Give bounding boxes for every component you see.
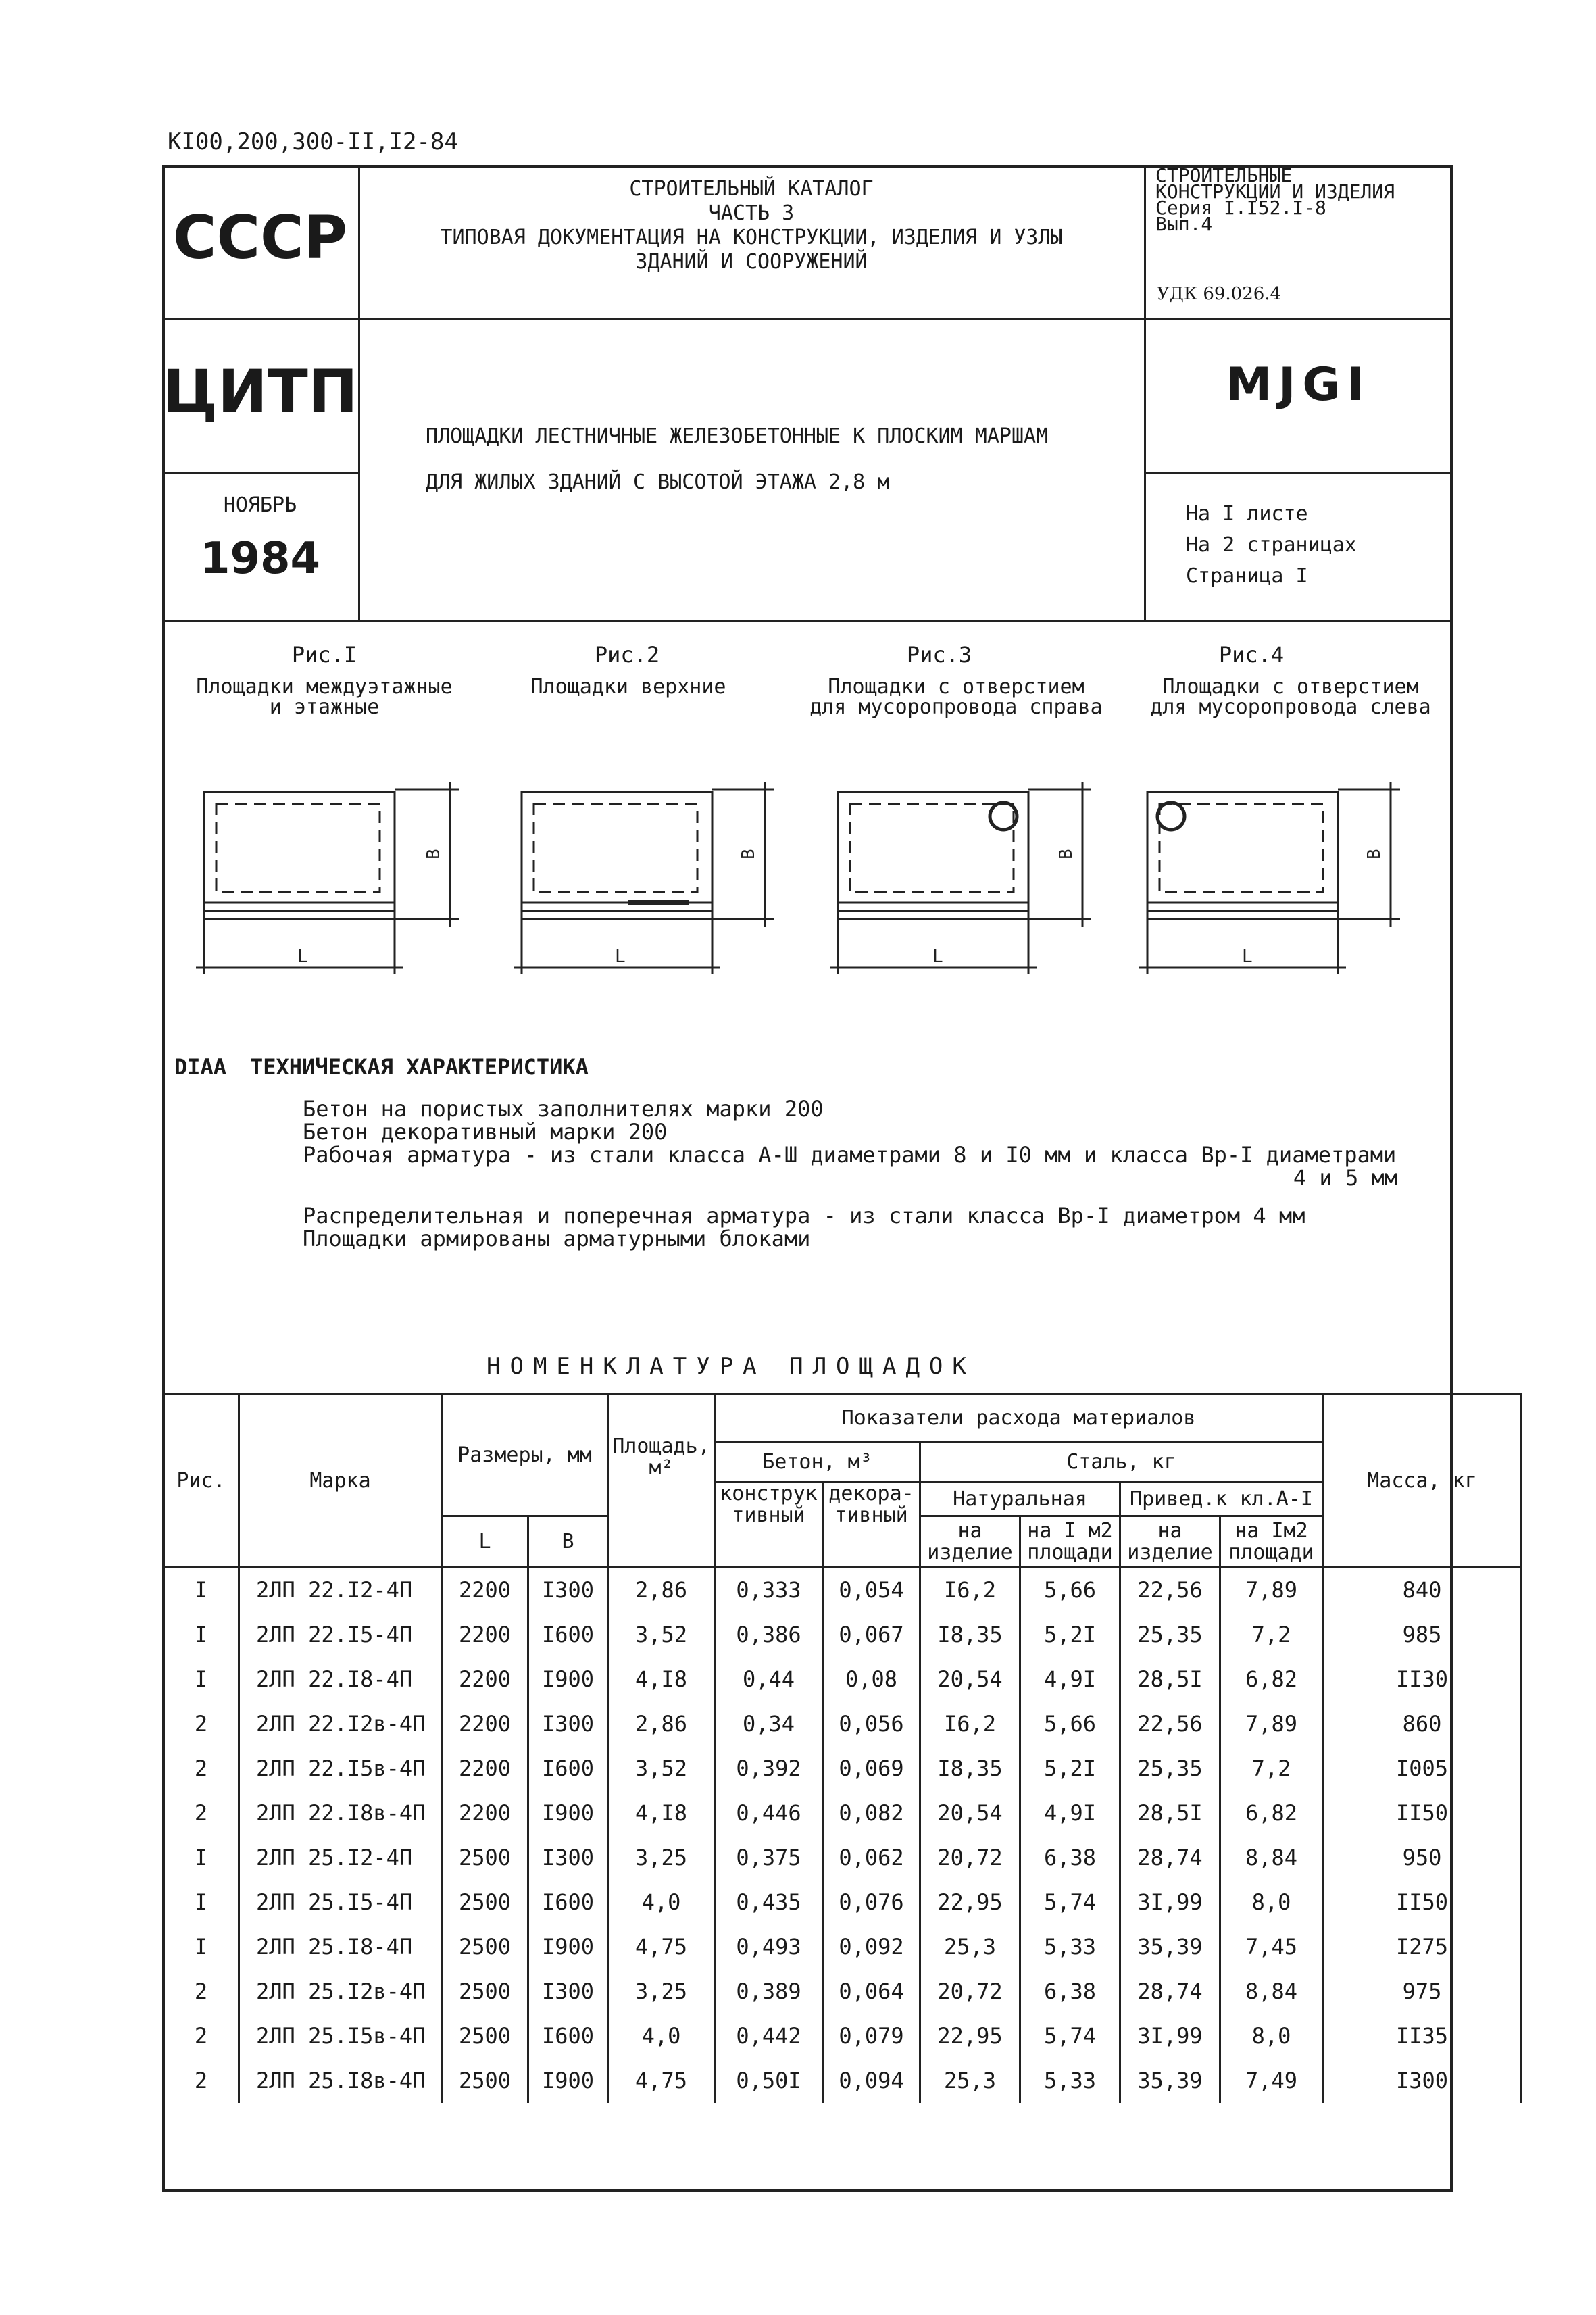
dim-l-4: L: [1242, 947, 1253, 967]
cell-reduced-m2: 8,0: [1220, 1880, 1323, 1924]
cell-l: 2200: [442, 1612, 528, 1657]
cell-decorative: 0,067: [823, 1612, 920, 1657]
cell-fig: 2: [164, 1701, 239, 1746]
cell-natural-item: 20,54: [920, 1791, 1020, 1835]
cell-reduced-item: 22,56: [1120, 1701, 1220, 1746]
cell-reduced-m2: 7,45: [1220, 1924, 1323, 1969]
sheet-info: [1186, 499, 1357, 592]
figure-1-caption: [169, 677, 480, 718]
catalog-line: ТИПОВАЯ ДОКУМЕНТАЦИЯ НА КОНСТРУКЦИИ, ИЗДЕЛИЯ И УЗЛЫ: [440, 226, 1063, 249]
sheet-count: На I листе: [1186, 502, 1308, 526]
dim-b-2: В: [739, 849, 759, 860]
header-per-item-reduced: на изделие: [1120, 1516, 1220, 1568]
caption-line: Площадки верхние: [530, 675, 726, 699]
table-row: [164, 1701, 1522, 1746]
cell-reduced-m2: 8,0: [1220, 2014, 1323, 2058]
cell-area: 4,75: [608, 2058, 715, 2103]
cell-mark: 2ЛП 22.I8в-4П: [239, 1791, 442, 1835]
cell-reduced-m2: 7,49: [1220, 2058, 1323, 2103]
cell-mark: 2ЛП 22.I8-4П: [239, 1657, 442, 1701]
cell-mark: 2ЛП 22.I2-4П: [239, 1568, 442, 1612]
series-line: Серия I.I52.I-8: [1155, 197, 1326, 219]
dim-l-2: L: [615, 947, 626, 967]
cell-reduced-m2: 7,2: [1220, 1612, 1323, 1657]
tech-line: Распределительная и поперечная арматура - из стали класса Вр-I диаметром 4 мм: [303, 1203, 1305, 1228]
cell-area: 2,86: [608, 1568, 715, 1612]
date-month: НОЯБРЬ: [223, 493, 297, 517]
cell-reduced-item: 22,56: [1120, 1568, 1220, 1612]
cell-mass: 840: [1323, 1568, 1522, 1612]
figures-drawing: [162, 757, 1453, 987]
cell-reduced-item: 3I,99: [1120, 2014, 1220, 2058]
series-block: [1155, 164, 1446, 235]
cell-constructive: 0,389: [715, 1969, 823, 2014]
table-row: [164, 1880, 1522, 1924]
caption-line: для мусоропровода справа: [809, 695, 1103, 719]
cell-reduced-item: 28,74: [1120, 1835, 1220, 1880]
cell-b: I600: [528, 1612, 608, 1657]
cell-natural-item: 25,3: [920, 2058, 1020, 2103]
cell-mass: 975: [1323, 1969, 1522, 2014]
cell-fig: 2: [164, 1791, 239, 1835]
cell-reduced-m2: 6,82: [1220, 1657, 1323, 1701]
figure-1-title: Рис.I: [291, 642, 357, 668]
cell-mark: 2ЛП 22.I2в-4П: [239, 1701, 442, 1746]
figure-2-plan: [514, 782, 774, 974]
cell-constructive: 0,446: [715, 1791, 823, 1835]
date-year: 1984: [199, 534, 321, 584]
cell-fig: I: [164, 1924, 239, 1969]
table-row: [164, 1612, 1522, 1657]
document-code: КI00,200,300-II,I2-84: [168, 128, 458, 155]
table-row: [164, 2058, 1522, 2103]
cell-reduced-m2: 6,82: [1220, 1791, 1323, 1835]
figure-2-title: Рис.2: [594, 642, 660, 668]
cell-natural-m2: 6,38: [1020, 1969, 1120, 2014]
figure-1-plan: [196, 782, 459, 974]
document-title: [426, 414, 1142, 505]
cell-natural-item: I6,2: [920, 1568, 1020, 1612]
cell-natural-item: 22,95: [920, 1880, 1020, 1924]
table-row: [164, 1568, 1522, 1612]
cell-b: I600: [528, 1880, 608, 1924]
header-constructive: конструк тивный: [715, 1483, 823, 1568]
cell-reduced-item: 25,35: [1120, 1746, 1220, 1791]
cell-mark: 2ЛП 25.I2-4П: [239, 1835, 442, 1880]
cell-area: 3,52: [608, 1746, 715, 1791]
cell-natural-m2: 5,74: [1020, 1880, 1120, 1924]
cell-area: 4,0: [608, 1880, 715, 1924]
cell-natural-item: I8,35: [920, 1612, 1020, 1657]
header-steel: Сталь, кг: [920, 1442, 1323, 1483]
cell-fig: 2: [164, 2058, 239, 2103]
cell-area: 3,25: [608, 1835, 715, 1880]
header-mass: Масса, кг: [1323, 1395, 1522, 1568]
cell-reduced-item: 3I,99: [1120, 1880, 1220, 1924]
cell-b: I300: [528, 1835, 608, 1880]
table-body: [164, 1568, 1522, 2103]
cell-fig: 2: [164, 2014, 239, 2058]
cell-reduced-item: 28,74: [1120, 1969, 1220, 2014]
cell-l: 2200: [442, 1657, 528, 1701]
figure-4-plan: [1139, 782, 1400, 974]
cell-l: 2200: [442, 1791, 528, 1835]
header-reduced: Привед.к кл.А-I: [1120, 1483, 1323, 1516]
cell-l: 2500: [442, 1924, 528, 1969]
dim-l-1: L: [297, 947, 308, 967]
cell-natural-m2: 5,74: [1020, 2014, 1120, 2058]
cell-mass: 860: [1323, 1701, 1522, 1746]
cell-decorative: 0,062: [823, 1835, 920, 1880]
cell-reduced-m2: 8,84: [1220, 1835, 1323, 1880]
cell-decorative: 0,069: [823, 1746, 920, 1791]
header-area: Площадь, м²: [608, 1395, 715, 1568]
cell-area: 4,0: [608, 2014, 715, 2058]
series-line: Вып.4: [1155, 213, 1213, 235]
cell-natural-item: 20,54: [920, 1657, 1020, 1701]
header-divider: [1144, 472, 1453, 474]
cell-reduced-item: 25,35: [1120, 1612, 1220, 1657]
cell-area: 4,I8: [608, 1657, 715, 1701]
sheet-bottom-line: [162, 2189, 1453, 2192]
cell-decorative: 0,092: [823, 1924, 920, 1969]
cell-decorative: 0,079: [823, 2014, 920, 2058]
header-dims: Размеры, мм: [442, 1395, 608, 1516]
cell-decorative: 0,064: [823, 1969, 920, 2014]
figure-3-title: Рис.3: [906, 642, 972, 668]
caption-line: и этажные: [269, 695, 380, 719]
cell-natural-m2: 6,38: [1020, 1835, 1120, 1880]
caption-line: Площадки междуэтажные: [196, 675, 453, 699]
cell-natural-m2: 5,66: [1020, 1701, 1120, 1746]
tech-line: Рабочая арматура - из стали класса А-Ш диаметрами 8 и I0 мм и класса Вр-I диаметрами: [303, 1142, 1397, 1168]
dim-b-4: В: [1364, 849, 1385, 860]
caption-line: для мусоропровода слева: [1150, 695, 1431, 719]
cell-l: 2500: [442, 2058, 528, 2103]
cell-b: I600: [528, 1746, 608, 1791]
cell-mark: 2ЛП 25.I5в-4П: [239, 2014, 442, 2058]
cell-mark: 2ЛП 22.I5в-4П: [239, 1746, 442, 1791]
tech-text: [303, 1097, 1451, 1250]
header-b: В: [528, 1516, 608, 1568]
cell-b: I300: [528, 1568, 608, 1612]
cell-b: I900: [528, 2058, 608, 2103]
cell-mark: 2ЛП 25.I5-4П: [239, 1880, 442, 1924]
header-divider: [162, 472, 358, 474]
cell-natural-m2: 5,33: [1020, 1924, 1120, 1969]
header-mark: Марка: [239, 1395, 442, 1568]
cell-constructive: 0,386: [715, 1612, 823, 1657]
cell-decorative: 0,094: [823, 2058, 920, 2103]
header-divider: [358, 165, 360, 620]
cell-natural-item: I8,35: [920, 1746, 1020, 1791]
cell-decorative: 0,076: [823, 1880, 920, 1924]
cell-natural-m2: 5,2I: [1020, 1746, 1120, 1791]
cell-reduced-m2: 7,89: [1220, 1568, 1323, 1612]
cell-decorative: 0,054: [823, 1568, 920, 1612]
cell-natural-item: I6,2: [920, 1701, 1020, 1746]
cell-mass: II30: [1323, 1657, 1522, 1701]
cell-reduced-item: 28,5I: [1120, 1657, 1220, 1701]
table-title: НОМЕНКЛАТУРА ПЛОЩАДОК: [487, 1353, 976, 1380]
cell-reduced-item: 35,39: [1120, 2058, 1220, 2103]
cell-constructive: 0,333: [715, 1568, 823, 1612]
cell-fig: I: [164, 1657, 239, 1701]
cell-reduced-item: 28,5I: [1120, 1791, 1220, 1835]
figure-4-title: Рис.4: [1218, 642, 1285, 668]
cell-constructive: 0,50I: [715, 2058, 823, 2103]
caption-line: Площадки с отверстием: [1162, 675, 1419, 699]
cell-constructive: 0,493: [715, 1924, 823, 1969]
nomenclature-table: [162, 1393, 1522, 2103]
cell-constructive: 0,435: [715, 1880, 823, 1924]
tech-line: Бетон декоративный марки 200: [303, 1119, 668, 1145]
cell-natural-item: 20,72: [920, 1835, 1020, 1880]
table-row: [164, 1924, 1522, 1969]
cell-natural-item: 25,3: [920, 1924, 1020, 1969]
header-concrete: Бетон, м³: [715, 1442, 920, 1483]
cell-decorative: 0,082: [823, 1791, 920, 1835]
header-fig: Рис.: [164, 1395, 239, 1568]
cell-fig: I: [164, 1835, 239, 1880]
cell-fig: 2: [164, 1969, 239, 2014]
table-row: [164, 1746, 1522, 1791]
cell-constructive: 0,34: [715, 1701, 823, 1746]
page-number: Страница I: [1186, 564, 1308, 588]
figure-2-caption: [500, 677, 757, 697]
cell-area: 4,75: [608, 1924, 715, 1969]
header-per-m2-reduced: на Iм2 площади: [1220, 1516, 1323, 1568]
table-row: [164, 1791, 1522, 1835]
cell-mark: 2ЛП 25.I8-4П: [239, 1924, 442, 1969]
cell-fig: I: [164, 1568, 239, 1612]
cell-decorative: 0,08: [823, 1657, 920, 1701]
cell-reduced-item: 35,39: [1120, 1924, 1220, 1969]
cell-b: I600: [528, 2014, 608, 2058]
cell-b: I300: [528, 1969, 608, 2014]
cell-reduced-m2: 7,2: [1220, 1746, 1323, 1791]
cell-constructive: 0,44: [715, 1657, 823, 1701]
table-row: [164, 2014, 1522, 2058]
catalog-line: ЧАСТЬ 3: [708, 201, 795, 225]
cell-area: 3,25: [608, 1969, 715, 2014]
series-line: КОНСТРУКЦИИ И ИЗДЕЛИЯ: [1155, 180, 1395, 203]
cell-mass: 950: [1323, 1835, 1522, 1880]
dim-b-3: В: [1056, 849, 1076, 860]
dim-b-1: В: [424, 849, 444, 860]
cell-l: 2500: [442, 1880, 528, 1924]
cell-mark: 2ЛП 25.I2в-4П: [239, 1969, 442, 2014]
org-label: ЦИТП: [162, 357, 358, 426]
figure-4-caption: [1135, 677, 1446, 718]
cell-constructive: 0,392: [715, 1746, 823, 1791]
cell-reduced-m2: 8,84: [1220, 1969, 1323, 2014]
page-count: На 2 страницах: [1186, 533, 1357, 557]
cell-l: 2200: [442, 1568, 528, 1612]
cell-constructive: 0,375: [715, 1835, 823, 1880]
dim-l-3: L: [932, 947, 943, 967]
cell-mass: I275: [1323, 1924, 1522, 1969]
series-line: СТРОИТЕЛЬНЫЕ: [1155, 164, 1293, 186]
table-row: [164, 1969, 1522, 2014]
cell-b: I900: [528, 1657, 608, 1701]
document-id: МJGI: [1226, 358, 1371, 412]
cell-mass: 985: [1323, 1612, 1522, 1657]
cell-fig: I: [164, 1612, 239, 1657]
cell-mark: 2ЛП 25.I8в-4П: [239, 2058, 442, 2103]
header-l: L: [442, 1516, 528, 1568]
cell-area: 2,86: [608, 1701, 715, 1746]
cell-fig: 2: [164, 1746, 239, 1791]
cell-mass: I005: [1323, 1746, 1522, 1791]
tech-line: 4 и 5 мм: [1293, 1165, 1397, 1191]
cell-l: 2500: [442, 1969, 528, 2014]
cell-natural-m2: 5,33: [1020, 2058, 1120, 2103]
figure-3-caption: [791, 677, 1122, 718]
cell-area: 4,I8: [608, 1791, 715, 1835]
cell-natural-item: 22,95: [920, 2014, 1020, 2058]
cell-l: 2500: [442, 2014, 528, 2058]
cell-mass: II50: [1323, 1791, 1522, 1835]
cell-l: 2200: [442, 1701, 528, 1746]
cell-l: 2500: [442, 1835, 528, 1880]
cell-natural-item: 20,72: [920, 1969, 1020, 2014]
catalog-line: СТРОИТЕЛЬНЫЙ КАТАЛОГ: [629, 177, 874, 201]
cell-b: I900: [528, 1791, 608, 1835]
cell-mass: I300: [1323, 2058, 1522, 2103]
cell-b: I300: [528, 1701, 608, 1746]
table-row: [164, 1657, 1522, 1701]
cell-mark: 2ЛП 22.I5-4П: [239, 1612, 442, 1657]
caption-line: Площадки с отверстием: [828, 675, 1084, 699]
tech-code: DIAA: [174, 1054, 227, 1080]
cell-fig: I: [164, 1880, 239, 1924]
cell-natural-m2: 4,9I: [1020, 1791, 1120, 1835]
tech-heading: ТЕХНИЧЕСКАЯ ХАРАКТЕРИСТИКА: [250, 1054, 589, 1080]
country-label: СССР: [172, 203, 348, 272]
tech-line: Бетон на пористых заполнителях марки 200: [303, 1096, 824, 1122]
header-divider: [162, 318, 1453, 320]
udk-label: УДК 69.026.4: [1157, 284, 1282, 304]
cell-reduced-m2: 7,89: [1220, 1701, 1323, 1746]
cell-decorative: 0,056: [823, 1701, 920, 1746]
cell-mass: II35: [1323, 2014, 1522, 2058]
cell-natural-m2: 5,66: [1020, 1568, 1120, 1612]
cell-l: 2200: [442, 1746, 528, 1791]
header-per-m2: на I м2 площади: [1020, 1516, 1120, 1568]
header-per-item: на изделие: [920, 1516, 1020, 1568]
cell-constructive: 0,442: [715, 2014, 823, 2058]
cell-area: 3,52: [608, 1612, 715, 1657]
title-line: ПЛОЩАДКИ ЛЕСТНИЧНЫЕ ЖЕЛЕЗОБЕТОННЫЕ К ПЛОСКИМ МАРШАМ: [426, 424, 1049, 448]
table-row: [164, 1835, 1522, 1880]
cell-mass: II50: [1323, 1880, 1522, 1924]
header-bottom-line: [162, 620, 1453, 622]
header-materials: Показатели расхода материалов: [715, 1395, 1323, 1442]
header-decorative: декора- тивный: [823, 1483, 920, 1568]
title-line: ДЛЯ ЖИЛЫХ ЗДАНИЙ С ВЫСОТОЙ ЭТАЖА 2,8 м: [426, 470, 890, 494]
catalog-line: ЗДАНИЙ И СООРУЖЕНИЙ: [635, 250, 868, 274]
header-natural: Натуральная: [920, 1483, 1120, 1516]
cell-natural-m2: 4,9I: [1020, 1657, 1120, 1701]
tech-line: Площадки армированы арматурными блоками: [303, 1226, 811, 1251]
catalog-title: [361, 177, 1142, 274]
figure-3-plan: [830, 782, 1091, 974]
cell-b: I900: [528, 1924, 608, 1969]
cell-natural-m2: 5,2I: [1020, 1612, 1120, 1657]
